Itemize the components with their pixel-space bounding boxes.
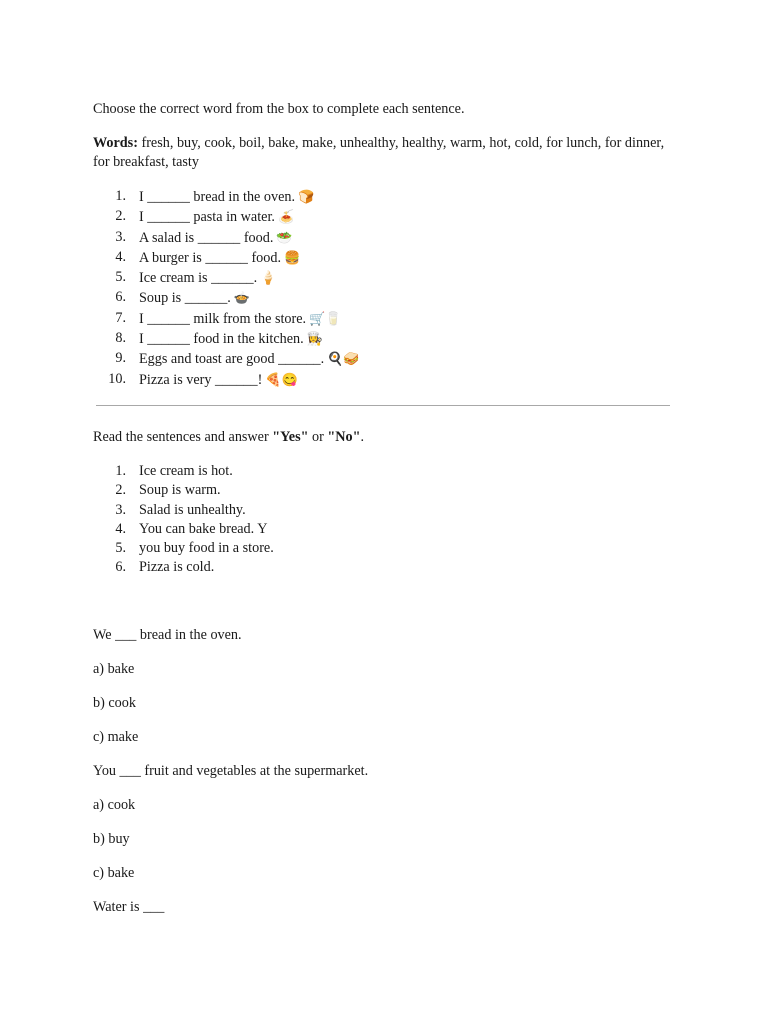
item-text: You can bake bread. Y [139,520,268,537]
item-number: 1. [115,188,126,204]
instruction-yes-no [93,428,673,447]
item-text: A salad is ______ food. [139,229,274,246]
list-item [93,288,673,308]
question-water: Water is ___ [93,898,165,915]
item-text: I ______ food in the kitchen. [139,331,304,348]
cart-milk-icon: 🛒🥛 [309,310,342,326]
list-item [93,539,673,558]
list-item [93,349,673,369]
horizontal-divider [96,405,670,406]
no-label: "No" [327,428,361,445]
item-text: Pizza is very ______! [139,371,263,388]
list-item [93,329,673,349]
words-label: Words: [93,135,138,151]
list-item [93,520,673,539]
item-number: 2. [115,208,126,225]
list-item [93,207,673,227]
instruction-choose-word: Choose the correct word from the box to complete each sentence. [93,101,465,117]
pizza-yum-icon: 🍕😋 [265,371,298,387]
multiple-choice-section [93,626,673,917]
instruction-text: Read the sentences and answer [93,428,273,445]
item-number: 10. [108,370,126,387]
item-number: 3. [115,501,126,518]
item-number: 6. [115,559,126,576]
item-number: 4. [115,248,126,265]
burger-icon: 🍔 [284,249,301,265]
question-supermarket: You ___ fruit and vegetables at the supermarket. [93,762,369,779]
yes-label: "Yes" [272,428,309,445]
item-number: 1. [115,462,126,479]
list-item [93,228,673,248]
list-item [93,481,673,500]
spaghetti-icon: 🍝 [277,209,295,225]
list-item [93,558,673,577]
list-item [93,268,673,288]
word-box [93,134,673,172]
words-list: fresh, buy, cook, boil, bake, make, unhealthy, healthy, warm, hot, cold, for lunch, for dinner, for breakfast, tasty [93,135,665,170]
fill-in-list [93,187,673,390]
item-text: I ______ milk from the store. [139,310,307,327]
item-number: 2. [115,482,126,499]
list-item [93,187,673,207]
question-bake: We ___ bread in the oven. [93,626,242,643]
item-number: 5. [115,269,126,286]
item-number: 3. [115,228,126,245]
list-item [93,370,673,390]
option-b: b) cook [93,694,136,711]
option-b: b) buy [93,830,130,847]
item-text: Ice cream is hot. [139,462,233,479]
yes-no-list [93,462,673,578]
list-item [93,462,673,481]
period-text: . [360,428,365,445]
item-text: Salad is unhealthy. [139,501,246,518]
item-number: 9. [115,350,126,367]
list-item [93,309,673,329]
worksheet-page [93,100,673,932]
item-text: I ______ pasta in water. [139,209,275,226]
list-item [93,501,673,520]
item-number: 6. [115,289,126,306]
option-c: c) make [93,728,139,745]
option-a: a) cook [93,796,136,813]
ice-cream-icon: 🍦 [260,270,277,286]
item-text: I ______ bread in the oven. [139,189,296,205]
soup-pot-icon: 🍲 [233,290,251,306]
item-number: 8. [115,330,126,347]
item-text: Pizza is cold. [139,559,215,576]
egg-sandwich-icon: 🍳🥪 [327,351,360,367]
option-a: a) bake [93,660,135,677]
salad-icon: 🥗 [276,229,293,245]
bread-icon: 🍞 [298,189,315,204]
item-text: Soup is ______. [139,290,231,307]
item-number: 7. [115,309,126,326]
list-item [93,248,673,268]
item-text: Eggs and toast are good ______. [139,351,325,368]
item-text: Ice cream is ______. [139,270,258,287]
item-text: you buy food in a store. [139,540,274,557]
item-text: A burger is ______ food. [139,249,281,266]
item-number: 4. [115,520,126,537]
or-text: or [308,428,328,445]
option-c: c) bake [93,864,135,881]
cook-icon: 👩‍🍳 [306,331,323,347]
yes-no-section [93,428,673,578]
item-text: Soup is warm. [139,482,221,499]
item-number: 5. [115,540,126,557]
